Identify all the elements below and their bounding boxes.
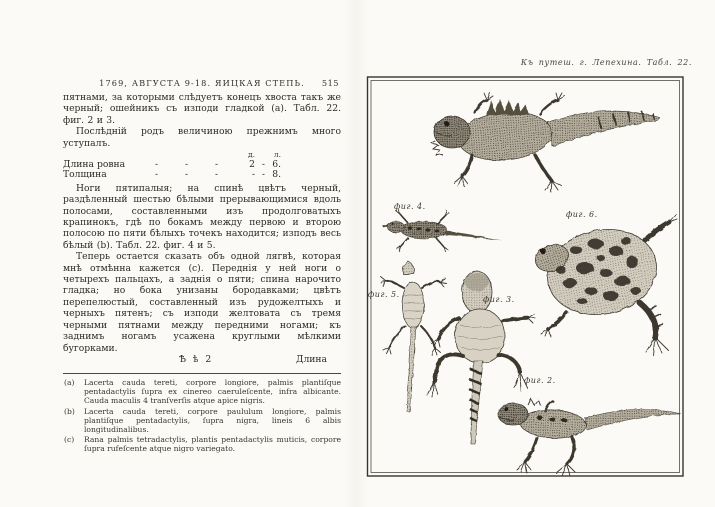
page-number: 515 <box>321 78 339 88</box>
footnote-b <box>63 407 341 435</box>
body-text-column <box>63 92 341 366</box>
measurement-label: Толщина <box>63 169 107 181</box>
footnote-text: Lacerta cauda tereti, corpore longiore, palmis plantiſque pentadactylis ſupra ex cinereo caeruleſcente, infra albicante. Cauda maculis 4 tranſverſis atque apice nigris. <box>84 377 341 406</box>
measurement-row-thickness: Толщина - - - - - 8. <box>63 169 281 181</box>
footnotes-block <box>63 378 341 454</box>
footnote-label: (a) <box>64 377 75 387</box>
plate-caption: Къ путеш. г. Лепехина. Табл. 22. <box>520 58 692 67</box>
measurement-row-length: Длина ровна - - - 2 - 6. <box>63 158 281 170</box>
measurement-value-l: 6. <box>272 158 281 170</box>
catchword: Длина <box>295 353 327 365</box>
footnote-text: Rana palmis tetradactylis, plantis pentadactylis muticis, corpore ſupra rufeſcente atque nigro variegato. <box>84 435 341 454</box>
footnote-label: (c) <box>64 435 75 445</box>
figure-label-fig4: фиг. 4. <box>394 202 426 211</box>
signature-row <box>63 354 341 366</box>
paragraph: Ноги пятипалыя; на спинѣ цвѣтъ черный, раздѣленный шестью бѣлыми прерывающимися вдоль полосами, составленными изъ продолговатыхъ крапинокъ, гдѣ по бокамъ между первою и второю полосою по пяти бѣлыхъ точекъ находится; изподъ весь бѣлый (b). Табл. 22. фиг. 4 и 5. <box>63 182 341 251</box>
measurement-value-d: 2 <box>249 158 255 170</box>
paragraph: Послѣдній родъ величиною прежнимъ много уступалъ. <box>63 126 341 149</box>
measurement-table <box>63 150 281 181</box>
paragraph: Теперь остается сказать объ одной лягвѣ, которая мнѣ отмѣнна кажется (c). Переднія у ней ноги о четырехъ пальцахъ, а заднія о пяти; спина нарочито гладка; но бока унизаны бородавками; цвѣтъ перепелюстый, составленный изъ рудожелтыхъ и черныхъ пятенъ; съ изподи желтовата съ тремя черными пятнами между передними ногами; къ заднимъ ногамъ усажена круглыми мѣлкими бугорками. <box>63 251 341 354</box>
figure-label-fig2: фиг. 2. <box>524 376 556 385</box>
measurement-value-d: - <box>251 169 255 181</box>
figure-label-fig3: фиг. 3. <box>483 295 515 304</box>
paragraph: пятнами, за которыми слѣдуетъ конецъ хвоста такъ же черный; ошейникъ съ изподи гладкой (a). Табл. 22. фиг. 2 и 3. <box>63 92 341 126</box>
figure-toadhead-lizard-illustration <box>431 93 660 192</box>
plate-illustration <box>360 70 690 484</box>
figure-label-fig6: фиг. 6. <box>566 210 598 219</box>
running-head <box>63 78 341 88</box>
unit-header-l: л. <box>273 150 281 160</box>
footnote-label: (b) <box>64 406 75 416</box>
footnote-c <box>63 435 341 453</box>
figure-toad-fig6-illustration <box>532 214 677 355</box>
measurement-label: Длина ровна <box>63 158 126 170</box>
figure-lizard-fig4-illustration <box>383 209 503 252</box>
left-page <box>63 78 341 455</box>
unit-header-d: д. <box>247 150 255 160</box>
footnote-rule <box>63 373 341 374</box>
footnote-text: Lacerta cauda tereti, corpore paululum longiore, palmis plantiſque pentadactylis, ſupra nigra, lineis 6 albis longitudinalibus. <box>84 406 341 434</box>
footnote-a <box>63 378 341 406</box>
figure-lizard-fig2-illustration <box>498 399 681 476</box>
figure-label-fig5: фиг. 5. <box>368 290 400 299</box>
running-title: 1769, АВГУСТА 9-18. ЯИЦКАЯ СТЕПЬ. <box>99 78 305 88</box>
signature-mark: Ѣ ѣ 2 <box>179 353 214 365</box>
measurement-value-l: 8. <box>272 169 281 181</box>
